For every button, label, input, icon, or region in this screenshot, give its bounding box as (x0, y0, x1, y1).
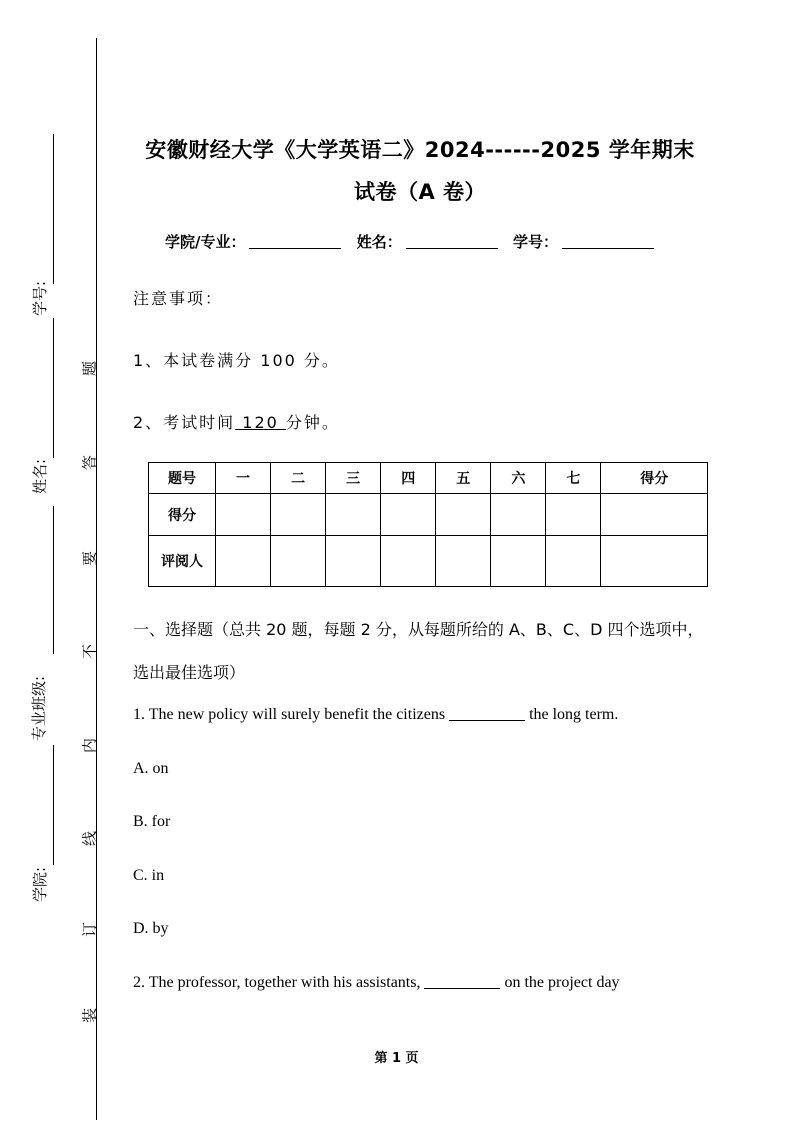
question-1-option-c[interactable]: C. in (133, 867, 165, 884)
score-cell[interactable] (271, 494, 326, 536)
class-underline (53, 506, 54, 654)
score-table-header-cell: 题号 (149, 463, 216, 494)
note-item-2-prefix: 2、考试时间 (133, 413, 236, 432)
score-cell[interactable] (216, 494, 271, 536)
seal-char: 订 (80, 922, 99, 938)
score-table-header-cell: 二 (271, 463, 326, 494)
college-major-label: 学院/专业： (165, 233, 246, 251)
score-cell[interactable] (436, 494, 491, 536)
question-1-option-d[interactable]: D. by (133, 920, 169, 937)
score-table-header-cell: 得分 (601, 463, 708, 494)
side-college-label: 学院: (31, 866, 50, 903)
note-item-2-suffix: 分钟。 (285, 413, 340, 432)
side-class-label: 专业班级: (30, 675, 49, 742)
score-table (148, 462, 708, 587)
reviewer-cell[interactable] (546, 536, 601, 587)
score-cell[interactable] (546, 494, 601, 536)
exam-title-line2: 试卷（A 卷） (353, 180, 487, 204)
reviewer-row-label: 评阅人 (149, 536, 216, 587)
question-2-blank (424, 974, 500, 989)
student-info-row (165, 231, 664, 252)
score-table-header-row (149, 463, 708, 494)
reviewer-cell[interactable] (381, 536, 436, 587)
question-1 (133, 706, 618, 724)
score-table-header-cell: 一 (216, 463, 271, 494)
seal-char: 内 (80, 738, 99, 754)
score-cell[interactable] (601, 494, 708, 536)
question-2-stem: 2. The professor, together with his assistants, (133, 974, 421, 991)
notes-heading: 注意事项： (133, 289, 224, 308)
question-1-stem: 1. The new policy will surely benefit the citizens (133, 706, 446, 723)
question-1-option-b[interactable]: B. for (133, 813, 171, 830)
score-table-score-row (149, 494, 708, 536)
college-underline (53, 745, 54, 865)
seal-char: 要 (80, 551, 99, 567)
exam-title-line1: 安徽财经大学《大学英语二》2024------2025 学年期末 (145, 138, 695, 162)
score-table-header-cell: 六 (491, 463, 546, 494)
student-no-field[interactable] (562, 234, 654, 249)
page-number: 第 1 页 (374, 1051, 419, 1066)
seal-char: 线 (80, 831, 99, 847)
score-cell[interactable] (326, 494, 381, 536)
name-field[interactable] (406, 234, 498, 249)
score-table-reviewer-row (149, 536, 708, 587)
reviewer-cell[interactable] (436, 536, 491, 587)
college-major-field[interactable] (249, 234, 341, 249)
exam-duration-value: 120 (235, 413, 286, 432)
question-1-option-a[interactable]: A. on (133, 760, 169, 777)
seal-char: 装 (80, 1008, 99, 1024)
seal-char: 答 (80, 455, 99, 471)
question-2 (133, 974, 620, 992)
side-student-id-label: 学号: (31, 280, 50, 317)
question-1-stem-end: the long term. (529, 706, 619, 723)
score-cell[interactable] (381, 494, 436, 536)
score-cell[interactable] (491, 494, 546, 536)
student-no-label: 学号： (512, 233, 558, 251)
binding-line (96, 38, 97, 1120)
seal-char: 题 (80, 361, 99, 377)
reviewer-cell[interactable] (216, 536, 271, 587)
reviewer-cell[interactable] (491, 536, 546, 587)
score-table-header-cell: 五 (436, 463, 491, 494)
section-1-heading: 一、选择题（总共 20 题，每题 2 分，从每题所给的 A、B、C、D 四个选项中，选出最佳选项） (133, 620, 704, 682)
score-table-header-cell: 七 (546, 463, 601, 494)
question-1-blank (449, 706, 525, 721)
side-name-label: 姓名: (31, 458, 50, 495)
reviewer-cell[interactable] (601, 536, 708, 587)
reviewer-cell[interactable] (271, 536, 326, 587)
question-2-stem-end: on the project day (504, 974, 620, 991)
note-item-1: 1、本试卷满分 100 分。 (133, 351, 340, 370)
score-row-label: 得分 (149, 494, 216, 536)
score-table-header-cell: 四 (381, 463, 436, 494)
reviewer-cell[interactable] (326, 536, 381, 587)
name-label: 姓名： (356, 233, 402, 251)
score-table-header-cell: 三 (326, 463, 381, 494)
name-underline (53, 318, 54, 458)
note-item-2 (133, 410, 340, 433)
seal-char: 不 (80, 644, 99, 660)
student-id-underline (53, 134, 54, 284)
